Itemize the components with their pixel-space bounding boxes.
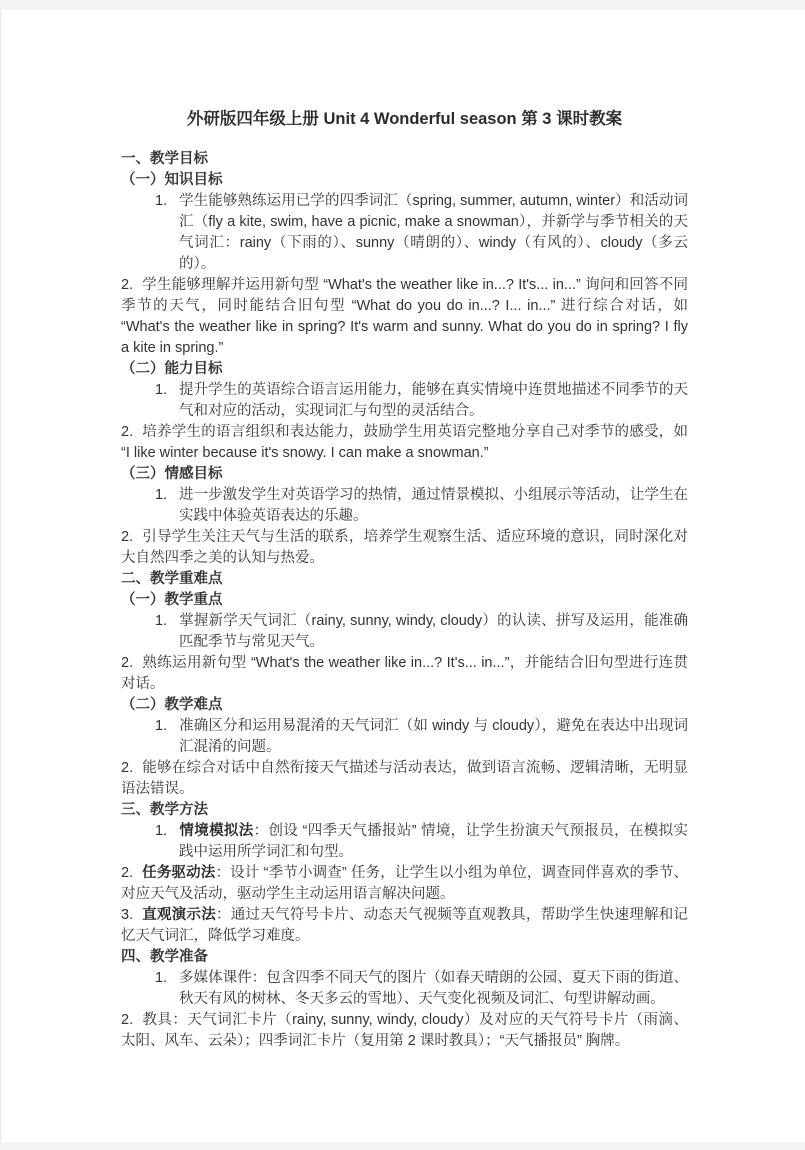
- method-name: 情境模拟法: [179, 823, 254, 839]
- document-title: 外研版四年级上册 Unit 4 Wonderful season 第 3 课时教案: [186, 110, 623, 128]
- list-item: [121, 758, 688, 800]
- list-number: 2.: [121, 424, 134, 440]
- list-number: 2.: [121, 277, 134, 293]
- list-item: [155, 380, 688, 422]
- section-heading-key-points: 二、教学重难点: [121, 571, 223, 587]
- list-text: 掌握新学天气词汇（rainy, sunny, windy, cloudy）的认读、拼写及运用，能准确匹配季节与常见天气。: [179, 613, 688, 650]
- list-number: 1.: [155, 382, 168, 398]
- list-number: 2.: [121, 760, 134, 776]
- list-number: 1.: [155, 487, 168, 503]
- list-number: 2.: [121, 529, 134, 545]
- list-text: 学生能够熟练运用已学的四季词汇（spring, summer, autumn, winter）和活动词汇（fly a kite, swim, have a picnic, make a snowman），并新学与季节相关的天气词汇：rainy（下雨的）、sunny（晴朗的）、windy（有风的）、cloudy（多云的）。: [179, 193, 688, 272]
- list-number: 2.: [121, 865, 134, 881]
- list-item: [121, 863, 688, 905]
- subsection-heading-focus: （一）教学重点: [121, 592, 223, 608]
- list-text: 进一步激发学生对英语学习的热情，通过情景模拟、小组展示等活动，让学生在实践中体验英语表达的乐趣。: [179, 487, 688, 524]
- list-number: 1.: [155, 823, 168, 839]
- list-text: 熟练运用新句型 “What's the weather like in...? It's... in...”，并能结合旧句型进行连贯对话。: [121, 655, 688, 692]
- list-item: [155, 968, 688, 1010]
- subsection-heading-knowledge: （一）知识目标: [121, 172, 223, 188]
- list-text: 准确区分和运用易混淆的天气词汇（如 windy 与 cloudy），避免在表达中出现词汇混淆的问题。: [179, 718, 688, 755]
- list-text: 学生能够理解并运用新句型 “What's the weather like in...? It's... in...” 询问和回答不同季节的天气，同时能结合旧句型 “What do you do in...? I... in...” 进行综合对话，如 “What's the weather like in spring? It's warm and sunny. What do you do in spring? I fly a kite in spring.”: [121, 277, 688, 356]
- list-text: ：通过天气符号卡片、动态天气视频等直观教具，帮助学生快速理解和记忆天气词汇，降低学习难度。: [121, 907, 689, 944]
- list-number: 2.: [121, 1012, 134, 1028]
- list-number: 1.: [155, 970, 168, 986]
- list-item: [155, 191, 688, 275]
- list-text: 引导学生关注天气与生活的联系，培养学生观察生活、适应环境的意识，同时深化对大自然四季之美的认知与热爱。: [121, 529, 688, 566]
- list-number: 1.: [155, 718, 168, 734]
- list-item: [121, 275, 688, 359]
- method-name: 直观演示法: [142, 907, 217, 923]
- subsection-heading-ability: （二）能力目标: [121, 361, 223, 377]
- section-heading-objectives: 一、教学目标: [121, 151, 208, 167]
- list-number: 2.: [121, 655, 134, 671]
- list-number: 3.: [121, 907, 134, 923]
- list-text: 培养学生的语言组织和表达能力，鼓励学生用英语完整地分享自己对季节的感受，如 “I like winter because it's snowy. I can make a snowman.”: [121, 424, 688, 461]
- list-item: [155, 611, 688, 653]
- list-text: 教具：天气词汇卡片（rainy, sunny, windy, cloudy）及对应的天气符号卡片（雨滴、太阳、风车、云朵）；四季词汇卡片（复用第 2 课时教具）；“天气播报员” 胸牌。: [121, 1012, 688, 1049]
- subsection-heading-difficulty: （二）教学难点: [121, 697, 223, 713]
- section-heading-preparation: 四、教学准备: [121, 949, 208, 965]
- list-text: 多媒体课件：包含四季不同天气的图片（如春天晴朗的公园、夏天下雨的街道、秋天有风的树林、冬天多云的雪地）、天气变化视频及词汇、句型讲解动画。: [179, 970, 688, 1007]
- list-text: 能够在综合对话中自然衔接天气描述与活动表达，做到语言流畅、逻辑清晰，无明显语法错误。: [121, 760, 688, 797]
- list-item: [121, 1010, 688, 1052]
- section-heading-methods: 三、教学方法: [121, 802, 208, 818]
- list-number: 1.: [155, 613, 168, 629]
- list-item: [155, 716, 688, 758]
- list-item: [121, 527, 688, 569]
- list-text: ：创设 “四季天气播报站” 情境，让学生扮演天气预报员，在模拟实践中运用所学词汇和句型。: [179, 823, 689, 860]
- subsection-heading-emotion: （三）情感目标: [121, 466, 223, 482]
- list-item: [121, 422, 688, 464]
- document-page: [0, 10, 805, 1142]
- method-name: 任务驱动法: [142, 865, 216, 881]
- list-text: ：设计 “季节小调查” 任务，让学生以小组为单位，调查同伴喜欢的季节、对应天气及活动，驱动学生主动运用语言解决问题。: [121, 865, 688, 902]
- list-item: [121, 653, 688, 695]
- list-text: 提升学生的英语综合语言运用能力，能够在真实情境中连贯地描述不同季节的天气和对应的活动，实现词汇与句型的灵活结合。: [179, 382, 688, 419]
- list-item: [121, 905, 688, 947]
- list-number: 1.: [155, 193, 168, 209]
- list-item: [155, 821, 689, 863]
- list-item: [155, 485, 688, 527]
